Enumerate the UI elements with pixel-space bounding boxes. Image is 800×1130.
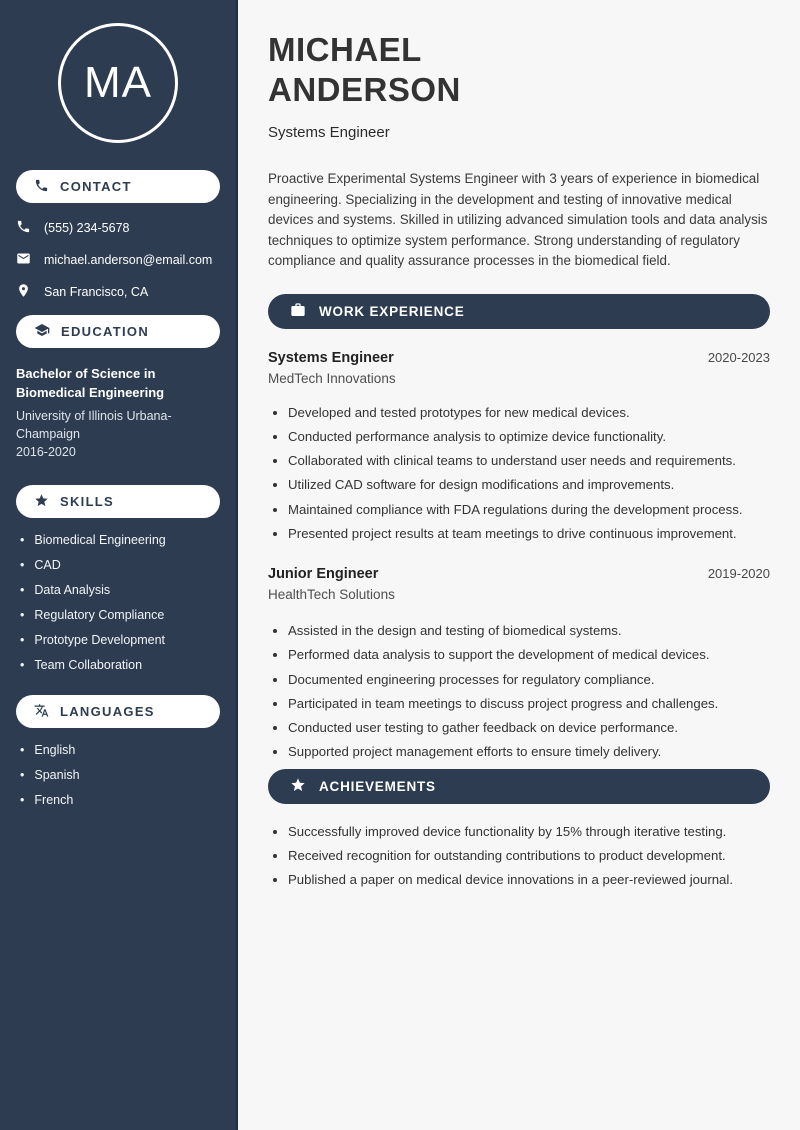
languages-list — [20, 743, 220, 808]
skill-item: • Regulatory Compliance — [20, 608, 220, 623]
job-bullet: • Presented project results at team meetings to drive continuous improvement. — [288, 526, 770, 541]
job-bullet: • Participated in team meetings to discuss project progress and challenges. — [288, 696, 770, 711]
contact-location-value: San Francisco, CA — [44, 285, 149, 299]
achievements-section-header — [268, 769, 770, 804]
job-bullet-list — [268, 405, 770, 541]
job-bullet: • Utilized CAD software for design modifications and improvements. — [288, 477, 770, 492]
avatar-initials: MA — [84, 58, 152, 107]
job-bullet: • Maintained compliance with FDA regulations during the development process. — [288, 502, 770, 517]
education-section-header — [16, 315, 220, 348]
languages-section-title: LANGUAGES — [60, 704, 155, 719]
candidate-last-name: ANDERSON — [268, 71, 461, 108]
language-item: • English — [20, 743, 220, 758]
job-bullet: • Conducted performance analysis to optimize device functionality. — [288, 429, 770, 444]
education-entry — [16, 364, 220, 461]
job-title: Junior Engineer — [268, 565, 379, 582]
candidate-first-name: MICHAEL — [268, 31, 422, 68]
candidate-title: Systems Engineer — [268, 124, 390, 141]
job-header — [268, 566, 770, 582]
language-item: • Spanish — [20, 768, 220, 783]
job-company: HealthTech Solutions — [268, 586, 395, 602]
education-school: University of Illinois Urbana-Champaign — [16, 409, 172, 441]
education-years: 2016-2020 — [16, 445, 76, 459]
summary-paragraph: Proactive Experimental Systems Engineer with 3 years of experience in biomedical engineering. Specializing in the development and testing of innovative medical devices and systems. Skilled in utilizing advanced simulation tools and data analysis techniques to optimize system performance. Strong understanding of regulatory compliance and quality assurance processes in the biomedical field. — [268, 171, 768, 268]
skill-item: • Prototype Development — [20, 633, 220, 648]
phone-icon — [16, 219, 31, 237]
star-icon — [34, 493, 49, 511]
job-header — [268, 350, 770, 366]
briefcase-icon — [290, 302, 306, 321]
skill-item: • Data Analysis — [20, 583, 220, 598]
job-dates: 2019-2020 — [707, 565, 770, 581]
contact-phone-row — [16, 219, 220, 237]
job-title: Systems Engineer — [268, 349, 394, 366]
job-bullet: • Supported project management efforts to ensure timely delivery. — [288, 744, 770, 759]
work-experience-section-title: WORK EXPERIENCE — [319, 303, 465, 319]
education-section-title: EDUCATION — [61, 324, 150, 339]
graduation-cap-icon — [34, 322, 50, 341]
resume-main — [238, 0, 800, 1130]
contact-location-row — [16, 283, 220, 301]
sidebar — [0, 0, 238, 1130]
skill-item: • CAD — [20, 558, 220, 573]
education-degree: Bachelor of Science in Biomedical Engineering — [16, 366, 165, 400]
contact-email-value: michael.anderson@email.com — [44, 253, 213, 267]
email-icon — [16, 251, 31, 269]
skills-section-title: SKILLS — [60, 494, 115, 509]
skills-section-header — [16, 485, 220, 518]
candidate-name — [268, 30, 770, 110]
location-pin-icon — [16, 283, 31, 301]
work-experience-section-header — [268, 294, 770, 329]
contact-list — [16, 219, 220, 301]
job-dates: 2020-2023 — [707, 349, 770, 365]
job-bullet-list — [268, 623, 770, 759]
job-bullet: • Conducted user testing to gather feedback on device performance. — [288, 720, 770, 735]
language-item: • French — [20, 793, 220, 808]
achievement-bullet: • Published a paper on medical device innovations in a peer-reviewed journal. — [288, 872, 770, 887]
job-bullet: • Developed and tested prototypes for new medical devices. — [288, 405, 770, 420]
star-icon — [290, 777, 306, 796]
languages-section-header — [16, 695, 220, 728]
contact-email-row — [16, 251, 220, 269]
job-bullet: • Documented engineering processes for regulatory compliance. — [288, 672, 770, 687]
skill-item: • Biomedical Engineering — [20, 533, 220, 548]
achievements-section-title: ACHIEVEMENTS — [319, 778, 436, 794]
job-bullet: • Assisted in the design and testing of biomedical systems. — [288, 623, 770, 638]
skills-list — [20, 533, 220, 673]
contact-section-header — [16, 170, 220, 203]
avatar — [58, 23, 178, 143]
achievement-bullet: • Successfully improved device functionality by 15% through iterative testing. — [288, 824, 770, 839]
contact-phone-value: (555) 234-5678 — [44, 221, 130, 235]
job-company: MedTech Innovations — [268, 370, 396, 386]
achievement-bullet: • Received recognition for outstanding contributions to product development. — [288, 848, 770, 863]
contact-section-title: CONTACT — [60, 179, 132, 194]
job-bullet: • Collaborated with clinical teams to understand user needs and requirements. — [288, 453, 770, 468]
phone-icon — [34, 178, 49, 196]
translate-icon — [34, 703, 49, 721]
achievements-list — [268, 824, 770, 888]
job-bullet: • Performed data analysis to support the development of medical devices. — [288, 647, 770, 662]
skill-item: • Team Collaboration — [20, 658, 220, 673]
